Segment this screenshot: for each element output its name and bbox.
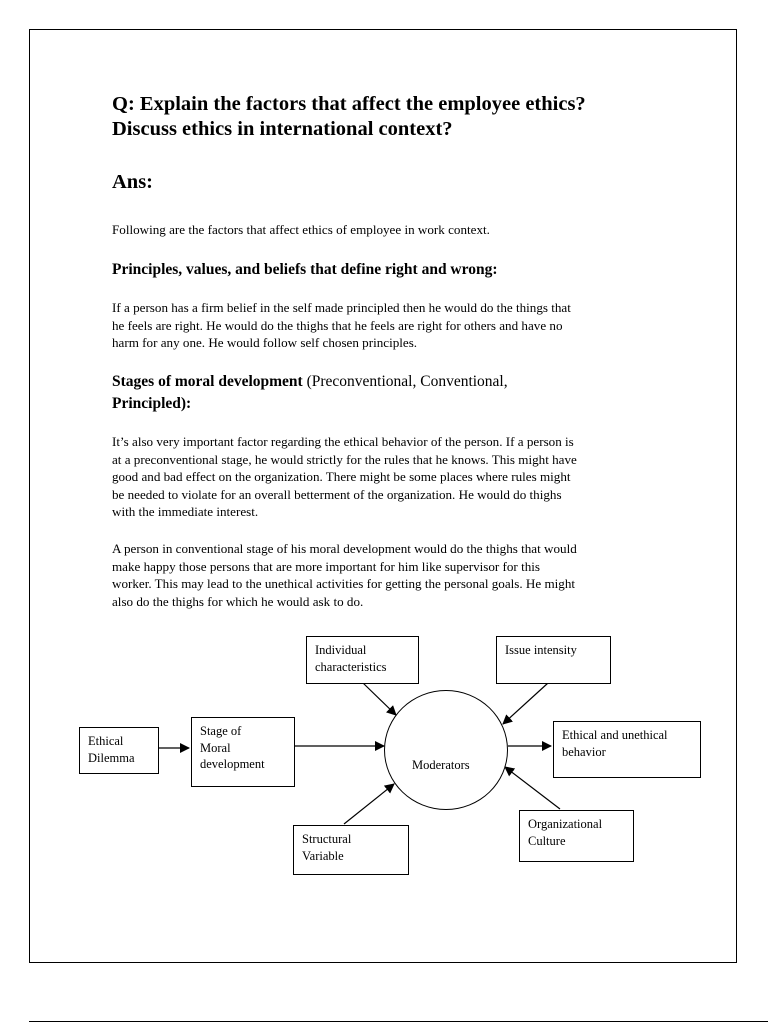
section1-heading-text: Principles, values, and beliefs that define right and wrong:: [112, 261, 498, 278]
text-line: good and bad effect on the organization. There might be some places where rules might: [112, 469, 571, 484]
text-line: make happy those persons that are more important for him like supervisor for this: [112, 558, 540, 574]
section2-heading-rest: (Preconventional, Conventional,: [302, 373, 508, 390]
box-text: Ethical: [88, 734, 124, 748]
box-text: Structural: [302, 832, 352, 846]
box-text: development: [200, 757, 265, 771]
box-text: characteristics: [315, 659, 387, 674]
box-text: behavior: [562, 744, 606, 759]
text-line: with the immediate interest.: [112, 504, 259, 519]
answer-label: Ans:: [112, 171, 154, 193]
text-line: also do the thighs for which he would ask to do.: [112, 593, 364, 609]
text-line: be needed to violate for an overall betterment of the organization. He would do thighs: [112, 486, 562, 502]
box-text: Moral: [200, 740, 231, 755]
box-organizational-culture: [519, 810, 634, 862]
question-line-1: Q: Explain the factors that affect the employee ethics?: [112, 93, 586, 115]
text-line: worker. This may lead to the unethical activities for getting the personal goals. He might: [112, 576, 576, 591]
box-text: Culture: [528, 833, 566, 848]
text-line: at a preconventional stage, he would strictly for the rules that he knows. This might have: [112, 451, 577, 467]
box-text: Variable: [302, 848, 344, 863]
arrow-culture-to-moderators: [505, 767, 560, 809]
box-structural-variable: [293, 825, 409, 875]
box-text: Dilemma: [88, 750, 135, 765]
section2-heading-bold: Stages of moral development: [112, 373, 303, 390]
text-line: It’s also very important factor regarding the ethical behavior of the person. If a person is: [112, 434, 574, 449]
box-stage-of-moral-development: [191, 717, 295, 787]
box-text: Issue intensity: [505, 643, 577, 657]
arrow-structural-to-moderators: [344, 784, 394, 824]
box-text: Individual: [315, 643, 367, 657]
intro-paragraph: Following are the factors that affect ethics of employee in work context.: [112, 222, 490, 237]
box-individual-characteristics: [306, 636, 419, 684]
box-ethical-dilemma: [79, 727, 159, 774]
box-text: Stage of: [200, 724, 242, 738]
box-text: Organizational: [528, 817, 603, 831]
text-line: A person in conventional stage of his moral development would do the thighs that would: [112, 541, 577, 556]
text-line: harm for any one. He would follow self chosen principles.: [112, 335, 418, 350]
arrow-issue-to-moderators: [503, 683, 548, 724]
text-line: he feels are right. He would do the thighs that he feels are right for others and have no: [112, 317, 563, 333]
circle-moderators: [384, 690, 508, 810]
question-line-2: Discuss ethics in international context?: [112, 118, 453, 140]
box-text: Ethical and unethical: [562, 728, 668, 742]
section2-heading-line2: Principled):: [112, 395, 192, 412]
box-ethical-unethical-behavior: [553, 721, 701, 778]
arrow-individual-to-moderators: [363, 683, 396, 715]
text-line: If a person has a firm belief in the self made principled then he would do the things that: [112, 300, 571, 315]
moderators-label: Moderators: [412, 758, 470, 772]
box-issue-intensity: [496, 636, 611, 684]
